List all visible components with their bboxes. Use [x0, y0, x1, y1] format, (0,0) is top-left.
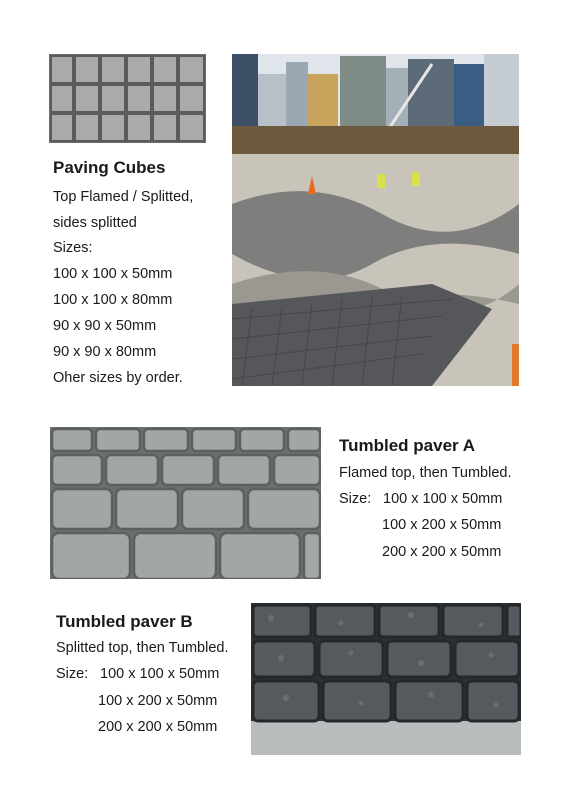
tumbled-paver-a-size-2: 100 x 200 x 50mm: [382, 517, 502, 533]
paving-cubes-line-3: Sizes:: [53, 240, 93, 256]
tumbled-paver-a-size-label: Size:: [339, 491, 372, 507]
paving-cubes-title: Paving Cubes: [53, 158, 166, 177]
tumbled-paver-a-title: Tumbled paver A: [339, 436, 476, 455]
tumbled-paver-b-size-3: 200 x 200 x 50mm: [98, 719, 218, 735]
paving-cubes-line-7: 90 x 90 x 80mm: [53, 344, 157, 360]
tumbled-paver-b-size-1: 100 x 100 x 50mm: [100, 666, 220, 682]
tumbled-paver-b-description: Splitted top, then Tumbled.: [56, 640, 229, 656]
paving-cubes-line-1: Top Flamed / Splitted,: [53, 189, 194, 205]
tumbled-paver-b-size-label: Size:: [56, 666, 89, 682]
tumbled-paver-a-size-3: 200 x 200 x 50mm: [382, 544, 502, 560]
tumbled-paver-b-size-2: 100 x 200 x 50mm: [98, 693, 218, 709]
tumbled-paver-b-title: Tumbled paver B: [56, 612, 193, 631]
paving-cubes-line-8: Oher sizes by order.: [53, 370, 183, 386]
tumbled-paver-b-photo: [251, 603, 521, 755]
tumbled-paver-a-description: Flamed top, then Tumbled.: [339, 465, 512, 481]
paving-cubes-line-6: 90 x 90 x 50mm: [53, 318, 157, 334]
paving-cubes-line-2: sides splitted: [53, 215, 137, 231]
paving-cubes-line-5: 100 x 100 x 80mm: [53, 292, 173, 308]
construction-site-photo: [232, 54, 519, 386]
tumbled-paver-a-photo: [50, 427, 321, 579]
tumbled-paver-a-size-1: 100 x 100 x 50mm: [383, 491, 503, 507]
paving-cubes-line-4: 100 x 100 x 50mm: [53, 266, 173, 282]
paving-cubes-photo: [49, 54, 206, 143]
